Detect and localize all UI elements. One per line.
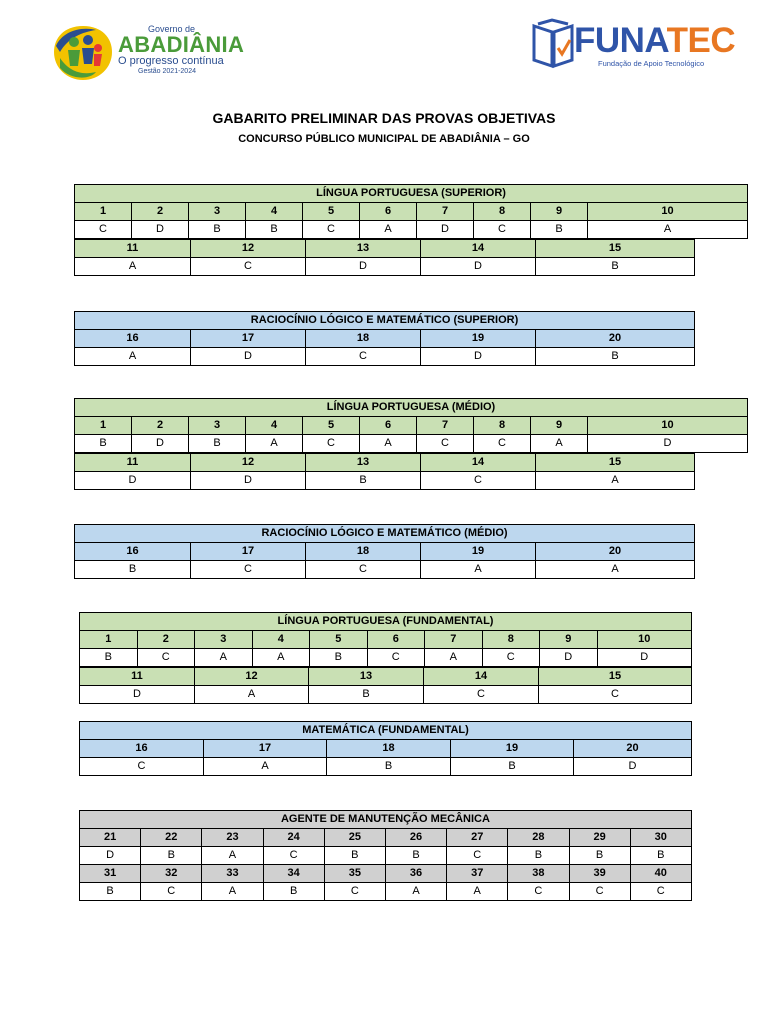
answer-cell: D: [540, 649, 598, 667]
question-number: 13: [306, 240, 421, 258]
brand-part-blue: FUNA: [574, 21, 667, 60]
question-number: 33: [202, 865, 263, 883]
answer-cell: D: [588, 435, 748, 453]
question-number: 20: [574, 740, 692, 758]
question-number: 4: [246, 203, 303, 221]
answer-cell: D: [597, 649, 692, 667]
question-number: 3: [189, 203, 246, 221]
question-number: 4: [252, 631, 310, 649]
table-title: LÍNGUA PORTUGUESA (MÉDIO): [75, 399, 748, 417]
question-number: 1: [75, 203, 132, 221]
answer-cell: A: [536, 561, 695, 579]
answer-cell: D: [132, 221, 189, 239]
answer-cell: C: [508, 883, 569, 901]
answer-cell: D: [421, 348, 536, 366]
table-title: MATEMÁTICA (FUNDAMENTAL): [80, 722, 692, 740]
question-number: 17: [191, 543, 306, 561]
question-number: 36: [385, 865, 446, 883]
question-number: 8: [474, 203, 531, 221]
question-number: 17: [204, 740, 327, 758]
table-title: RACIOCÍNIO LÓGICO E MATEMÁTICO (SUPERIOR): [75, 312, 695, 330]
table-title: RACIOCÍNIO LÓGICO E MATEMÁTICO (MÉDIO): [75, 525, 695, 543]
answer-cell: B: [451, 758, 574, 776]
question-number: 20: [536, 330, 695, 348]
answer-cell: A: [202, 883, 263, 901]
question-number: 11: [75, 454, 191, 472]
question-number: 5: [303, 417, 360, 435]
question-number: 11: [75, 240, 191, 258]
question-number: 14: [424, 668, 539, 686]
answer-cell: C: [306, 348, 421, 366]
brand-part-orange: TEC: [666, 21, 736, 60]
table-lingua-portuguesa-fundamental: [79, 612, 692, 667]
question-number: 16: [80, 740, 204, 758]
page-subtitle: CONCURSO PÚBLICO MUNICIPAL DE ABADIÂNIA – GO: [238, 133, 530, 145]
question-number: 19: [421, 330, 536, 348]
answer-cell: B: [324, 847, 385, 865]
question-number: 6: [360, 417, 417, 435]
question-number: 29: [569, 829, 630, 847]
question-number: 16: [75, 330, 191, 348]
table-lingua-portuguesa-superior: [74, 184, 748, 239]
answer-cell: C: [137, 649, 195, 667]
answer-cell: D: [306, 258, 421, 276]
logo-governo-text: Governo de: [148, 24, 196, 34]
answer-cell: B: [263, 883, 324, 901]
question-number: 23: [202, 829, 263, 847]
question-number: 5: [303, 203, 360, 221]
answer-cell: A: [360, 435, 417, 453]
question-number: 38: [508, 865, 569, 883]
answer-cell: A: [385, 883, 446, 901]
answer-cell: A: [195, 686, 309, 704]
question-number: 11: [80, 668, 195, 686]
table-matematica-fundamental: [79, 721, 692, 776]
question-number: 1: [80, 631, 138, 649]
funatec-logo: [530, 18, 736, 74]
answer-cell: B: [75, 435, 132, 453]
question-number: 1: [75, 417, 132, 435]
question-number: 7: [417, 203, 474, 221]
answer-cell: A: [421, 561, 536, 579]
answer-cell: B: [536, 348, 695, 366]
answer-cell: A: [195, 649, 253, 667]
answer-cell: C: [80, 758, 204, 776]
question-number: 13: [309, 668, 424, 686]
question-number: 2: [132, 203, 189, 221]
question-number: 32: [141, 865, 202, 883]
answer-cell: B: [630, 847, 691, 865]
question-number: 19: [421, 543, 536, 561]
question-number: 14: [421, 454, 536, 472]
question-number: 35: [324, 865, 385, 883]
question-number: 10: [588, 203, 748, 221]
answer-cell: A: [447, 883, 508, 901]
answer-cell: C: [424, 686, 539, 704]
question-number: 2: [132, 417, 189, 435]
answer-cell: B: [246, 221, 303, 239]
question-number: 9: [531, 203, 588, 221]
question-number: 3: [195, 631, 253, 649]
answer-cell: A: [252, 649, 310, 667]
question-number: 25: [324, 829, 385, 847]
answer-cell: C: [303, 221, 360, 239]
question-number: 26: [385, 829, 446, 847]
question-number: 12: [191, 240, 306, 258]
logo-gestao: Gestão 2021-2024: [138, 68, 196, 75]
answer-cell: B: [75, 561, 191, 579]
table-lingua-portuguesa-medio: [74, 398, 748, 453]
question-number: 12: [191, 454, 306, 472]
answer-cell: B: [310, 649, 368, 667]
answer-cell: C: [263, 847, 324, 865]
answer-cell: B: [189, 221, 246, 239]
answer-cell: B: [80, 649, 138, 667]
answer-cell: D: [417, 221, 474, 239]
answer-cell: C: [75, 221, 132, 239]
question-number: 15: [536, 240, 695, 258]
answer-cell: C: [191, 561, 306, 579]
answer-cell: C: [482, 649, 540, 667]
answer-cell: A: [536, 472, 695, 490]
answer-cell: A: [360, 221, 417, 239]
question-number: 27: [447, 829, 508, 847]
answer-cell: D: [191, 348, 306, 366]
answer-cell: A: [75, 348, 191, 366]
answer-cell: C: [630, 883, 691, 901]
question-number: 39: [569, 865, 630, 883]
table-agente-manutencao-mecanica: [79, 810, 692, 901]
answer-cell: A: [425, 649, 483, 667]
table-lingua-portuguesa-fundamental-part2: [79, 667, 692, 704]
page-title: GABARITO PRELIMINAR DAS PROVAS OBJETIVAS: [212, 110, 556, 126]
answer-cell: D: [75, 472, 191, 490]
question-number: 21: [80, 829, 141, 847]
question-number: 24: [263, 829, 324, 847]
answer-cell: B: [569, 847, 630, 865]
answer-cell: C: [303, 435, 360, 453]
question-number: 31: [80, 865, 141, 883]
answer-cell: B: [385, 847, 446, 865]
answer-cell: A: [246, 435, 303, 453]
funatec-subtitle: Fundação de Apoio Tecnológico: [598, 59, 705, 68]
answer-cell: C: [474, 435, 531, 453]
answer-cell: B: [309, 686, 424, 704]
table-lingua-portuguesa-medio-part2: [74, 453, 695, 490]
answer-cell: C: [324, 883, 385, 901]
answer-cell: C: [474, 221, 531, 239]
question-number: 40: [630, 865, 691, 883]
question-number: 20: [536, 543, 695, 561]
answer-cell: A: [588, 221, 748, 239]
answer-cell: B: [306, 472, 421, 490]
answer-cell: A: [75, 258, 191, 276]
question-number: 9: [540, 631, 598, 649]
answer-cell: C: [539, 686, 692, 704]
answer-cell: C: [569, 883, 630, 901]
question-number: 18: [306, 330, 421, 348]
table-title: AGENTE DE MANUTENÇÃO MECÂNICA: [80, 811, 692, 829]
answer-cell: C: [367, 649, 425, 667]
answer-cell: C: [447, 847, 508, 865]
question-number: 7: [425, 631, 483, 649]
question-number: 2: [137, 631, 195, 649]
answer-cell: C: [191, 258, 306, 276]
answer-cell: D: [132, 435, 189, 453]
table-raciocinio-logico-superior: [74, 311, 695, 366]
question-number: 6: [360, 203, 417, 221]
logo-city-name: ABADIÂNIA: [118, 32, 245, 57]
abadiania-logo: [52, 24, 245, 84]
answer-cell: D: [421, 258, 536, 276]
question-number: 9: [531, 417, 588, 435]
question-number: 15: [536, 454, 695, 472]
answer-cell: D: [574, 758, 692, 776]
question-number: 3: [189, 417, 246, 435]
question-number: 34: [263, 865, 324, 883]
question-number: 28: [508, 829, 569, 847]
question-number: 6: [367, 631, 425, 649]
question-number: 19: [451, 740, 574, 758]
table-title: LÍNGUA PORTUGUESA (FUNDAMENTAL): [80, 613, 692, 631]
funatec-wordmark: [574, 23, 735, 58]
question-number: 12: [195, 668, 309, 686]
question-number: 8: [474, 417, 531, 435]
table-raciocinio-logico-medio: [74, 524, 695, 579]
answer-cell: D: [80, 686, 195, 704]
logo-slogan: O progresso contínua: [118, 55, 224, 67]
answer-cell: B: [531, 221, 588, 239]
question-number: 7: [417, 417, 474, 435]
table-title: LÍNGUA PORTUGUESA (SUPERIOR): [75, 185, 748, 203]
question-number: 37: [447, 865, 508, 883]
question-number: 22: [141, 829, 202, 847]
question-number: 18: [327, 740, 451, 758]
answer-cell: A: [204, 758, 327, 776]
answer-cell: B: [327, 758, 451, 776]
answer-cell: D: [80, 847, 141, 865]
question-number: 16: [75, 543, 191, 561]
answer-cell: B: [536, 258, 695, 276]
answer-cell: A: [531, 435, 588, 453]
answer-cell: A: [202, 847, 263, 865]
answer-cell: B: [80, 883, 141, 901]
question-number: 4: [246, 417, 303, 435]
answer-cell: B: [141, 847, 202, 865]
question-number: 8: [482, 631, 540, 649]
abadiania-emblem-icon: [52, 24, 114, 82]
answer-cell: C: [306, 561, 421, 579]
question-number: 30: [630, 829, 691, 847]
question-number: 15: [539, 668, 692, 686]
answer-cell: C: [417, 435, 474, 453]
open-book-icon: [530, 18, 576, 70]
question-number: 17: [191, 330, 306, 348]
question-number: 10: [588, 417, 748, 435]
table-lingua-portuguesa-superior-part2: [74, 239, 695, 276]
answer-cell: C: [141, 883, 202, 901]
question-number: 5: [310, 631, 368, 649]
question-number: 13: [306, 454, 421, 472]
answer-cell: D: [191, 472, 306, 490]
question-number: 14: [421, 240, 536, 258]
answer-cell: B: [508, 847, 569, 865]
question-number: 10: [597, 631, 692, 649]
answer-cell: B: [189, 435, 246, 453]
question-number: 18: [306, 543, 421, 561]
answer-cell: C: [421, 472, 536, 490]
